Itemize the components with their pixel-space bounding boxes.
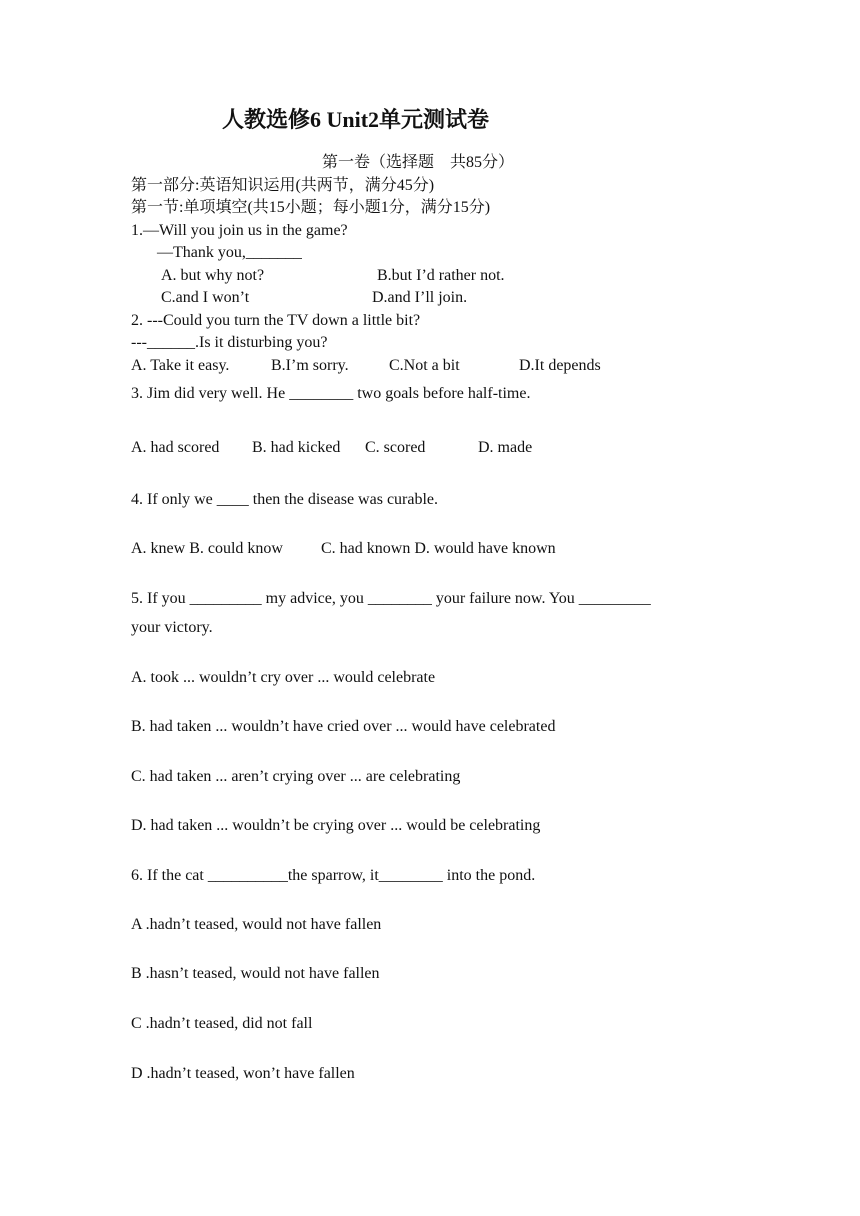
question-2-stem: 2. ---Could you turn the TV down a little bit? <box>131 312 421 329</box>
question-6-option-a: A .hadn’t teased, would not have fallen <box>131 916 382 933</box>
question-2-option-b: B.I’m sorry. <box>271 357 349 374</box>
question-4-stem: 4. If only we ____ then the disease was curable. <box>131 491 439 508</box>
question-5-option-a: A. took ... wouldn’t cry over ... would celebrate <box>131 669 436 686</box>
part-heading: 第一部分:英语知识运用(共两节，满分45分) <box>131 177 435 194</box>
question-5-stem-line-1: 5. If you _________ my advice, you ________ your failure now. You _________ <box>131 590 651 607</box>
question-3-option-b: B. had kicked <box>252 439 341 456</box>
question-3-option-c: C. scored <box>365 439 426 456</box>
question-6-stem: 6. If the cat __________the sparrow, it________ into the pond. <box>131 867 536 884</box>
subsection-heading: 第一节:单项填空(共15小题；每小题1分，满分15分) <box>131 199 491 216</box>
question-2-reply: ---______.Is it disturbing you? <box>131 334 328 351</box>
question-1-option-a: A. but why not? <box>161 267 265 284</box>
question-2-option-c: C.Not a bit <box>389 357 460 374</box>
question-5-option-c: C. had taken ... aren’t crying over ... are celebrating <box>131 768 461 785</box>
question-3-option-a: A. had scored <box>131 439 220 456</box>
question-5-stem-line-2: your victory. <box>131 619 213 636</box>
question-6-option-b: B .hasn’t teased, would not have fallen <box>131 965 380 982</box>
question-5-option-b: B. had taken ... wouldn’t have cried over ... would have celebrated <box>131 718 556 735</box>
question-1-option-d: D.and I’ll join. <box>372 289 468 306</box>
question-1-option-c: C.and I won’t <box>161 289 250 306</box>
section-heading: 第一卷（选择题 共85分） <box>322 154 515 171</box>
question-3-option-d: D. made <box>478 439 533 456</box>
question-1-option-b: B.but I’d rather not. <box>377 267 505 284</box>
question-1-reply: —Thank you,_______ <box>157 244 302 261</box>
question-3-stem: 3. Jim did very well. He ________ two goals before half-time. <box>131 385 531 402</box>
document-title: 人教选修6 Unit2单元测试卷 <box>222 107 490 132</box>
question-6-option-c: C .hadn’t teased, did not fall <box>131 1015 313 1032</box>
question-5-option-d: D. had taken ... wouldn’t be crying over ... would be celebrating <box>131 817 541 834</box>
question-2-option-d: D.It depends <box>519 357 601 374</box>
question-4-options-ab: A. knew B. could know <box>131 540 283 557</box>
question-1-stem: 1.—Will you join us in the game? <box>131 222 348 239</box>
question-6-option-d: D .hadn’t teased, won’t have fallen <box>131 1065 355 1082</box>
question-4-options-cd: C. had known D. would have known <box>321 540 556 557</box>
question-2-option-a: A. Take it easy. <box>131 357 230 374</box>
